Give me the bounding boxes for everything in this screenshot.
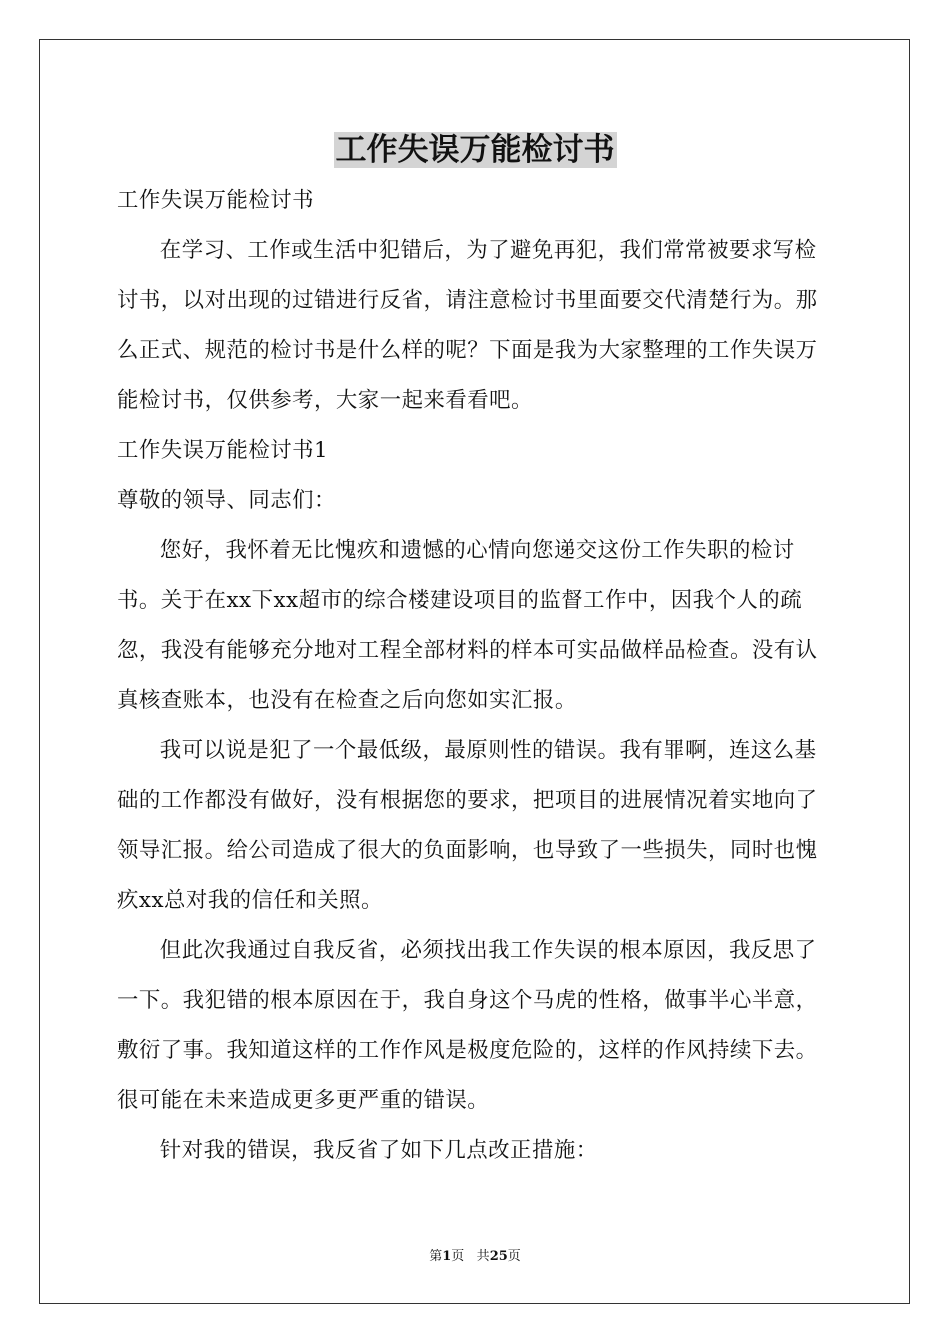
footer-prefix: 第 — [429, 1249, 443, 1264]
footer-page-number: 1 — [442, 1249, 452, 1264]
document-title-text: 工作失误万能检讨书 — [335, 132, 615, 168]
paragraph-subtitle: 工作失误万能检讨书 — [117, 188, 315, 213]
paragraph-body-3: 但此次我通过自我反省，必须找出我工作失误的根本原因，我反思了一下。我犯错的根本原因在于，我自身这个马虎的性格，做事半心半意，敷衍了事。我知道这样的工作作风是极度危险的，这样的作风持续下去。很可能在未来造成更多更严重的错误。 — [117, 938, 818, 1113]
footer-total-prefix: 共 — [476, 1249, 490, 1264]
footer-page-suffix: 页 — [451, 1249, 465, 1264]
document-body — [117, 176, 833, 1176]
paragraph-body-1: 您好，我怀着无比愧疚和遗憾的心情向您递交这份工作失职的检讨书。关于在xx下xx超市的综合楼建设项目的监督工作中，因我个人的疏忽，我没有能够充分地对工程全部材料的样本可实品做样品检查。没有认真核查账本，也没有在检查之后向您如实汇报。 — [117, 538, 818, 713]
paragraph-salutation: 尊敬的领导、同志们： — [117, 488, 336, 513]
footer-total-pages: 25 — [489, 1249, 508, 1264]
footer-total-suffix: 页 — [507, 1249, 521, 1264]
paragraph-body-2: 我可以说是犯了一个最低级，最原则性的错误。我有罪啊，连这么基础的工作都没有做好，没有根据您的要求，把项目的进展情况着实地向了领导汇报。给公司造成了很大的负面影响，也导致了一些损失，同时也愧疚xx总对我的信任和关照。 — [117, 738, 818, 913]
paragraph-intro: 在学习、工作或生活中犯错后，为了避免再犯，我们常常被要求写检讨书，以对出现的过错进行反省，请注意检讨书里面要交代清楚行为。那么正式、规范的检讨书是什么样的呢？下面是我为大家整理的工作失误万能检讨书，仅供参考，大家一起来看看吧。 — [117, 238, 818, 413]
page-footer — [0, 1247, 950, 1267]
paragraph-section-heading: 工作失误万能检讨书1 — [117, 438, 329, 463]
paragraph-body-4: 针对我的错误，我反省了如下几点改正措施： — [159, 1138, 598, 1163]
document-title — [0, 128, 950, 172]
